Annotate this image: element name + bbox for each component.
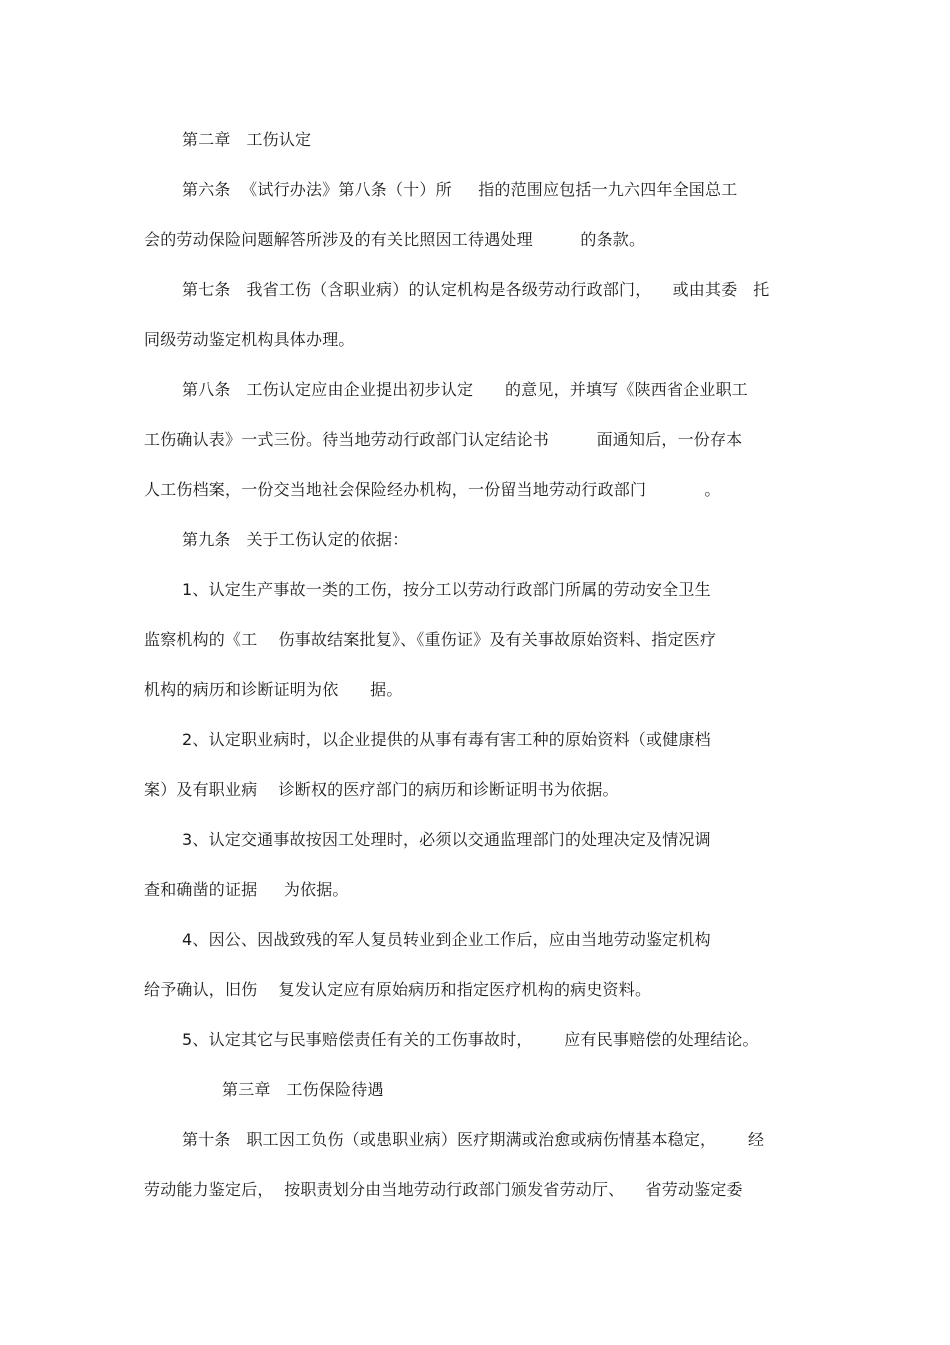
article-ten-line-2: 劳动能力鉴定后， 按职责划分由当地劳动行政部门颁发省劳动厅、 省劳动鉴定委: [144, 1180, 743, 1199]
article-seven-line-1: 第七条 我省工伤（含职业病）的认定机构是各级劳动行政部门， 或由其委 托: [182, 280, 770, 299]
article-six-line-1: 第六条 《试行办法》第八条（十）所 指的范围应包括一九六四年全国总工: [182, 180, 738, 199]
chapter-three-heading: 第三章 工伤保险待遇: [222, 1080, 384, 1099]
article-eight-line-1: 第八条 工伤认定应由企业提出初步认定 的意见，并填写《陕西省企业职工: [182, 380, 748, 399]
basis-item-5-line-1: 5、认定其它与民事赔偿责任有关的工伤事故时， 应有民事赔偿的处理结论。: [182, 1030, 759, 1049]
article-six-line-2: 会的劳动保险问题解答所涉及的有关比照因工待遇处理 的条款。: [144, 230, 646, 249]
article-ten-line-1: 第十条 职工因工负伤（或患职业病）医疗期满或治愈或病伤情基本稳定， 经: [182, 1130, 765, 1149]
basis-item-4-line-2: 给予确认，旧伤 复发认定应有原始病历和指定医疗机构的病史资料。: [144, 980, 652, 999]
basis-item-1-line-1: 1、认定生产事故一类的工伤，按分工以劳动行政部门所属的劳动安全卫生: [182, 580, 711, 599]
basis-item-4-line-1: 4、因公、因战致残的军人复员转业到企业工作后，应由当地劳动鉴定机构: [182, 930, 711, 949]
chapter-two-heading: 第二章 工伤认定: [182, 130, 312, 149]
basis-item-2-line-1: 2、认定职业病时，以企业提供的从事有毒有害工种的原始资料（或健康档: [182, 730, 711, 749]
basis-item-1-line-2: 监察机构的《工 伤事故结案批复》、《重伤证》及有关事故原始资料、指定医疗: [144, 630, 717, 649]
basis-item-3-line-1: 3、认定交通事故按因工处理时，必须以交通监理部门的处理决定及情况调: [182, 830, 711, 849]
article-eight-line-2: 工伤确认表》一式三份。待当地劳动行政部门认定结论书 面通知后，一份存本: [144, 430, 743, 449]
article-seven-line-2: 同级劳动鉴定机构具体办理。: [144, 330, 355, 349]
basis-item-1-line-3: 机构的病历和诊断证明为依 据。: [144, 680, 403, 699]
basis-item-2-line-2: 案）及有职业病 诊断权的医疗部门的病历和诊断证明书为依据。: [144, 780, 619, 799]
article-eight-line-3: 人工伤档案，一份交当地社会保险经办机构，一份留当地劳动行政部门 。: [144, 480, 721, 499]
basis-item-3-line-2: 查和确凿的证据 为依据。: [144, 880, 349, 899]
article-nine-heading: 第九条 关于工伤认定的依据：: [182, 530, 409, 549]
